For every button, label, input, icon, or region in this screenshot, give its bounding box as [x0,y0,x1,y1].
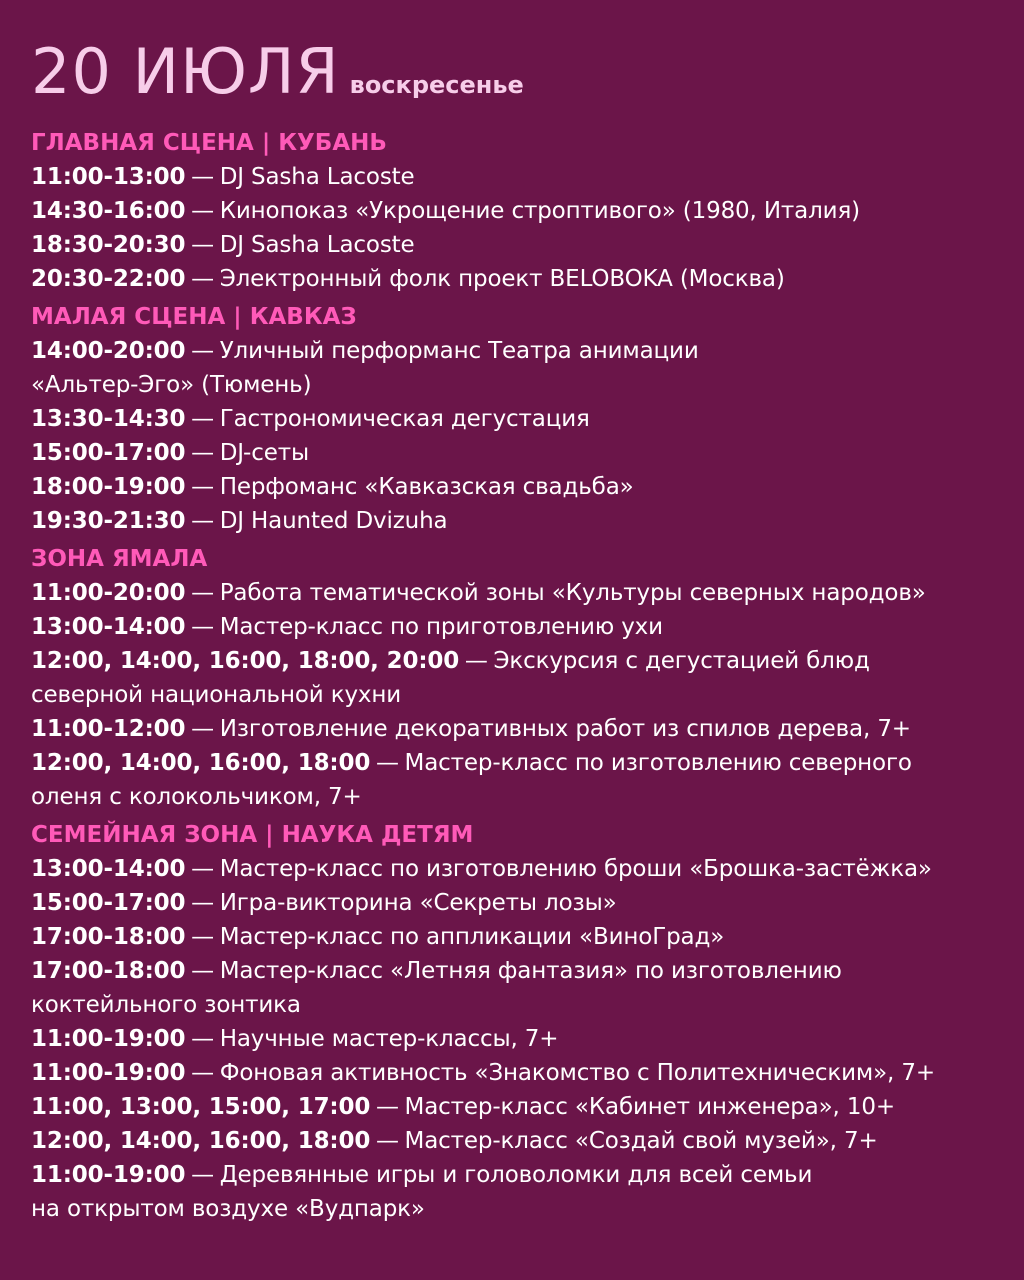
separator-dash: — [191,266,214,292]
event-time: 19:30-21:30 [31,508,186,534]
separator-dash: — [191,406,214,432]
event-time: 11:00-13:00 [31,164,186,190]
separator-dash: — [191,338,214,364]
event-time: 12:00, 14:00, 16:00, 18:00 [31,750,371,776]
schedule-item [31,1124,996,1158]
event-description: DJ Sasha Lacoste [219,164,415,190]
event-description: Деревянные игры и головоломки для всей семьи [219,1162,813,1188]
schedule-item [31,746,996,780]
event-time: 11:00-19:00 [31,1026,186,1052]
event-description: Мастер-класс по аппликации «ВиноГрад» [219,924,725,950]
separator-dash: — [191,232,214,258]
section-title: ЗОНА ЯМАЛА [31,546,208,572]
schedule-item-continuation [31,368,996,402]
separator-dash: — [191,856,214,882]
separator-dash: — [464,648,488,674]
schedule-item [31,334,996,368]
separator-dash: — [191,890,214,916]
schedule-section [31,818,996,1226]
schedule-item [31,1022,996,1056]
event-description: Мастер-класс «Кабинет инженера», 10+ [404,1094,895,1120]
schedule-item [31,852,996,886]
event-time: 20:30-22:00 [31,266,186,292]
event-description: Мастер-класс «Создай свой музей», 7+ [404,1128,878,1154]
schedule-item [31,920,996,954]
separator-dash: — [191,614,214,640]
event-description: Мастер-класс по изготовлению северного [404,750,912,776]
event-description: Мастер-класс по приготовлению ухи [219,614,663,640]
schedule-item [31,262,996,296]
event-description: Перфоманс «Кавказская свадьба» [219,474,634,500]
event-description: коктейльного зонтика [31,992,301,1018]
schedule-item [31,886,996,920]
schedule-item [31,610,996,644]
schedule-item-continuation [31,1192,996,1226]
separator-dash: — [191,1162,214,1188]
separator-dash: — [191,440,214,466]
event-description: Кинопоказ «Укрощение строптивого» (1980, Италия) [219,198,860,224]
separator-dash: — [191,716,214,742]
event-description: Уличный перформанс Театра анимации [219,338,699,364]
event-time: 17:00-18:00 [31,958,186,984]
schedule-section [31,126,996,296]
event-time: 11:00, 13:00, 15:00, 17:00 [31,1094,371,1120]
separator-dash: — [191,474,214,500]
separator-dash: — [191,924,214,950]
separator-dash: — [191,164,214,190]
event-time: 14:30-16:00 [31,198,186,224]
event-description: Изготовление декоративных работ из спилов дерева, 7+ [219,716,911,742]
schedule-item [31,1090,996,1124]
event-time: 13:00-14:00 [31,856,186,882]
event-time: 17:00-18:00 [31,924,186,950]
event-time: 11:00-12:00 [31,716,186,742]
separator-dash: — [191,580,214,606]
event-description: северной национальной кухни [31,682,402,708]
separator-dash: — [191,958,214,984]
schedule-item [31,402,996,436]
separator-dash: — [191,198,214,224]
separator-dash: — [375,1094,399,1120]
event-time: 12:00, 14:00, 16:00, 18:00, 20:00 [31,648,460,674]
event-description: Фоновая активность «Знакомство с Политехническим», 7+ [219,1060,935,1086]
section-title: МАЛАЯ СЦЕНА | КАВКАЗ [31,304,357,330]
event-time: 13:00-14:00 [31,614,186,640]
schedule-item [31,576,996,610]
schedule-item [31,160,996,194]
header [31,36,996,108]
separator-dash: — [375,1128,399,1154]
schedule-item [31,712,996,746]
schedule-section [31,542,996,814]
event-description: DJ Sasha Lacoste [219,232,415,258]
section-title: СЕМЕЙНАЯ ЗОНА | НАУКА ДЕТЯМ [31,822,474,848]
schedule-item [31,228,996,262]
event-description: Гастрономическая дегустация [219,406,590,432]
separator-dash: — [191,1060,214,1086]
schedule-item-continuation [31,988,996,1022]
section-title: ГЛАВНАЯ СЦЕНА | КУБАНЬ [31,130,387,156]
schedule-sections [31,126,996,1226]
event-time: 11:00-19:00 [31,1162,186,1188]
event-time: 11:00-20:00 [31,580,186,606]
event-description: Экскурсия с дегустацией блюд [493,648,870,674]
separator-dash: — [191,1026,214,1052]
event-description: оленя с колокольчиком, 7+ [31,784,362,810]
schedule-item [31,644,996,678]
event-time: 11:00-19:00 [31,1060,186,1086]
schedule-item [31,470,996,504]
event-description: «Альтер-Эго» (Тюмень) [31,372,312,398]
event-description: Электронный фолк проект BELOBOKA (Москва) [219,266,785,292]
event-description: DJ Haunted Dvizuha [219,508,448,534]
separator-dash: — [375,750,399,776]
schedule-item-continuation [31,678,996,712]
schedule-section [31,300,996,538]
event-description: Мастер-класс по изготовлению броши «Брошка-застёжка» [219,856,932,882]
schedule-item [31,954,996,988]
event-time: 15:00-17:00 [31,890,186,916]
event-description: Научные мастер-классы, 7+ [219,1026,559,1052]
schedule-item [31,1056,996,1090]
schedule-item [31,1158,996,1192]
event-time: 18:30-20:30 [31,232,186,258]
event-time: 15:00-17:00 [31,440,186,466]
event-time: 18:00-19:00 [31,474,186,500]
event-description: Мастер-класс «Летняя фантазия» по изготовлению [219,958,842,984]
schedule-item [31,194,996,228]
event-time: 12:00, 14:00, 16:00, 18:00 [31,1128,371,1154]
schedule-item [31,504,996,538]
date-title: 20 ИЮЛЯ [31,35,340,108]
schedule-item [31,436,996,470]
schedule-item-continuation [31,780,996,814]
event-description: DJ-сеты [219,440,309,466]
event-time: 13:30-14:30 [31,406,186,432]
separator-dash: — [191,508,214,534]
event-time: 14:00-20:00 [31,338,186,364]
weekday: воскресенье [349,71,524,99]
event-description: Работа тематической зоны «Культуры северных народов» [219,580,926,606]
event-description: Игра-викторина «Секреты лозы» [219,890,617,916]
event-description: на открытом воздухе «Вудпарк» [31,1196,425,1222]
